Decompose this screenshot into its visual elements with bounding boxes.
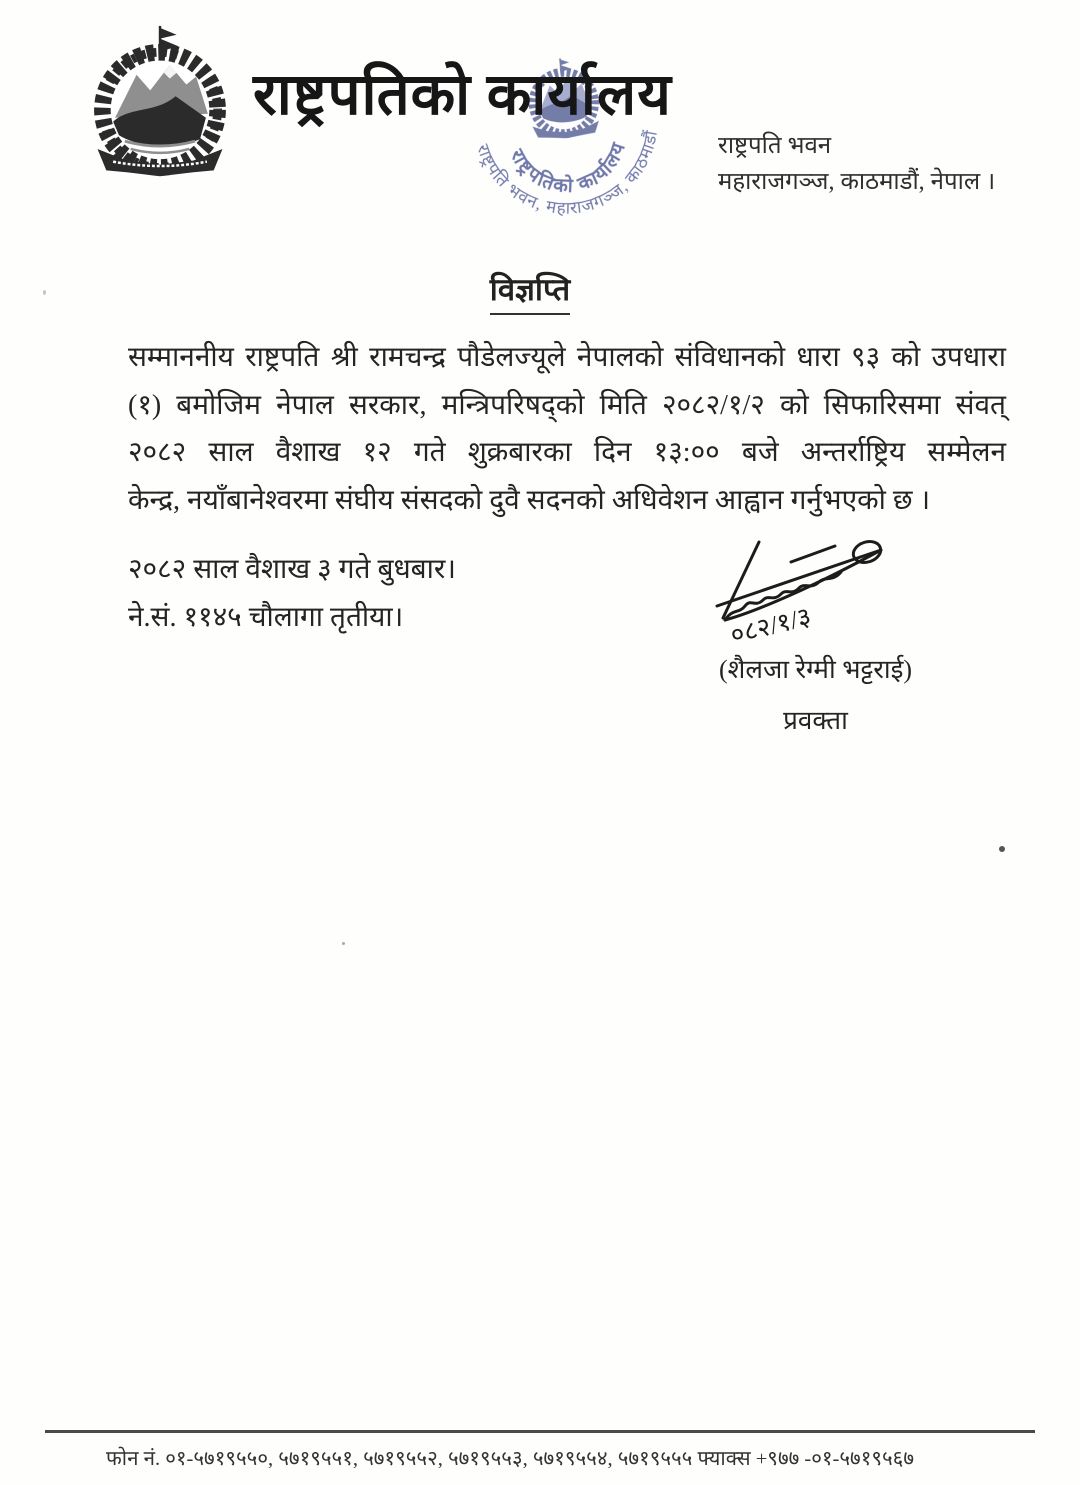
scan-speck [999, 846, 1005, 852]
footer-contact: फोन नं. ०१-५७१९५५०, ५७१९५५१, ५७१९५५२, ५७१९५५३, ५७१९५५४, ५७१९५५५ फ्याक्स +९७७ -०१-५७१९५६७ [105, 1448, 914, 1470]
signer-name: (शैलजा रेग्मी भट्टराई) [719, 655, 912, 684]
scan-speck [43, 290, 46, 295]
body-line: (१) बमोजिम नेपाल सरकार, मन्त्रिपरिषद्को मिति २०८२/१/२ को सिफारिसमा संवत् [128, 389, 1006, 421]
scan-speck [342, 942, 345, 945]
signature-icon [695, 528, 920, 653]
address-line-2: महाराजगञ्ज, काठमाडौं, नेपाल । [718, 169, 996, 195]
office-title: राष्ट्रपतिको कार्यालय [253, 62, 672, 127]
body-line: सम्माननीय राष्ट्रपति श्री रामचन्द्र पौडेलज्यूले नेपालको संविधानको धारा ९३ को उपधारा [128, 342, 1006, 373]
office-address [718, 128, 995, 200]
body-line: २०८२ साल वैशाख १२ गते शुक्रबारका दिन १३:०० बजे अन्तर्राष्ट्रिय सम्मेलन [128, 437, 1006, 468]
notice-body [128, 334, 1006, 524]
stamp-inner-text: राष्ट्रपतिको कार्यालय [505, 138, 631, 198]
signer-designation: प्रवक्ता [783, 706, 848, 735]
bs-date-line: २०८२ साल वैशाख ३ गते बुधबार। [128, 554, 456, 585]
nepal-coat-of-arms-icon [62, 22, 258, 188]
notice-heading: विज्ञप्ति [490, 268, 570, 315]
footer-divider [45, 1430, 1035, 1433]
ns-date-line: ने.सं. ११४५ चौलागा तृतीया। [128, 602, 404, 633]
notice-heading-wrap [0, 268, 1060, 315]
signature-handwritten-date: ०८२/१/३ [727, 601, 815, 650]
body-line: केन्द्र, नयाँबानेश्वरमा संघीय संसदको दुवै सदनको अधिवेशन आह्वान गर्नुभएको छ । [128, 484, 931, 516]
address-line-1: राष्ट्रपति भवन [718, 133, 832, 159]
stamp-outer-text: राष्ट्रपति भवन, महाराजगञ्ज, काठमाडौं [473, 128, 662, 218]
